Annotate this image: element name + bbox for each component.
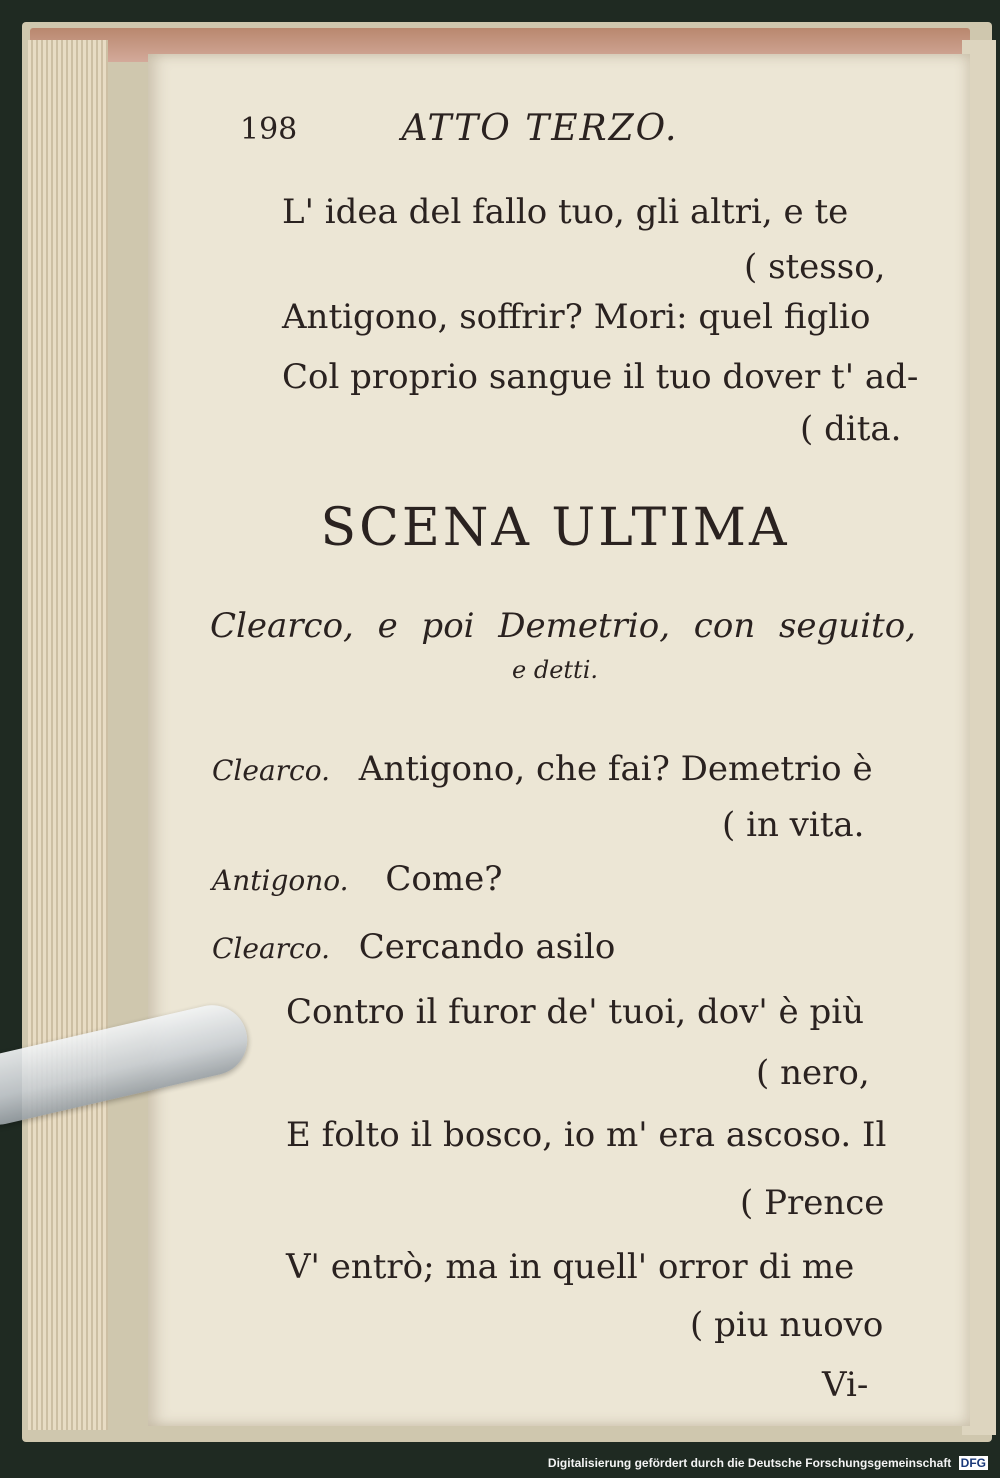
scene-title: SCENA ULTIMA xyxy=(320,498,790,558)
dialogue-line: V' entrò; ma in quell' orror di me xyxy=(286,1247,855,1287)
speaker-name: Antigono. xyxy=(212,864,349,897)
spoken-text: Cercando asilo xyxy=(358,927,616,967)
dialogue-line xyxy=(212,859,503,899)
credit-text: Digitalisierung gefördert durch die Deutsche Forschungsgemeinschaft xyxy=(547,1456,952,1470)
catchword: Vi- xyxy=(822,1365,869,1405)
verse-line: ( stesso, xyxy=(744,247,886,287)
dialogue-line xyxy=(212,749,873,789)
cast-line-continuation: e detti. xyxy=(512,656,598,684)
dialogue-line: E folto il bosco, io m' era ascoso. Il xyxy=(286,1115,887,1155)
spoken-text: Antigono, che fai? Demetrio è xyxy=(358,749,873,789)
verse-line: Antigono, soffrir? Mori: quel figlio xyxy=(282,297,871,337)
page-stack-edges xyxy=(28,40,108,1430)
dialogue-line: Contro il furor de' tuoi, dov' è più xyxy=(286,992,865,1032)
digitization-credit xyxy=(548,1456,988,1470)
dialogue-line xyxy=(212,927,616,967)
verse-line: ( dita. xyxy=(800,409,902,449)
cast-line: Clearco, e poi Demetrio, con seguito, xyxy=(210,606,916,646)
dfg-logo: DFG xyxy=(960,1456,986,1470)
running-title: ATTO TERZO. xyxy=(401,108,679,149)
dialogue-line: ( nero, xyxy=(756,1053,870,1093)
speaker-name: Clearco. xyxy=(212,932,330,965)
speaker-name: Clearco. xyxy=(212,754,330,787)
page-number: 198 xyxy=(240,112,298,147)
verse-line: L' idea del fallo tuo, gli altri, e te xyxy=(282,192,849,232)
verse-line: Col proprio sangue il tuo dover t' ad- xyxy=(282,357,919,397)
spoken-text: Come? xyxy=(385,859,503,899)
dialogue-line: ( in vita. xyxy=(722,805,865,845)
dialogue-line: ( Prence xyxy=(740,1183,885,1223)
dialogue-line: ( piu nuovo xyxy=(690,1305,884,1345)
